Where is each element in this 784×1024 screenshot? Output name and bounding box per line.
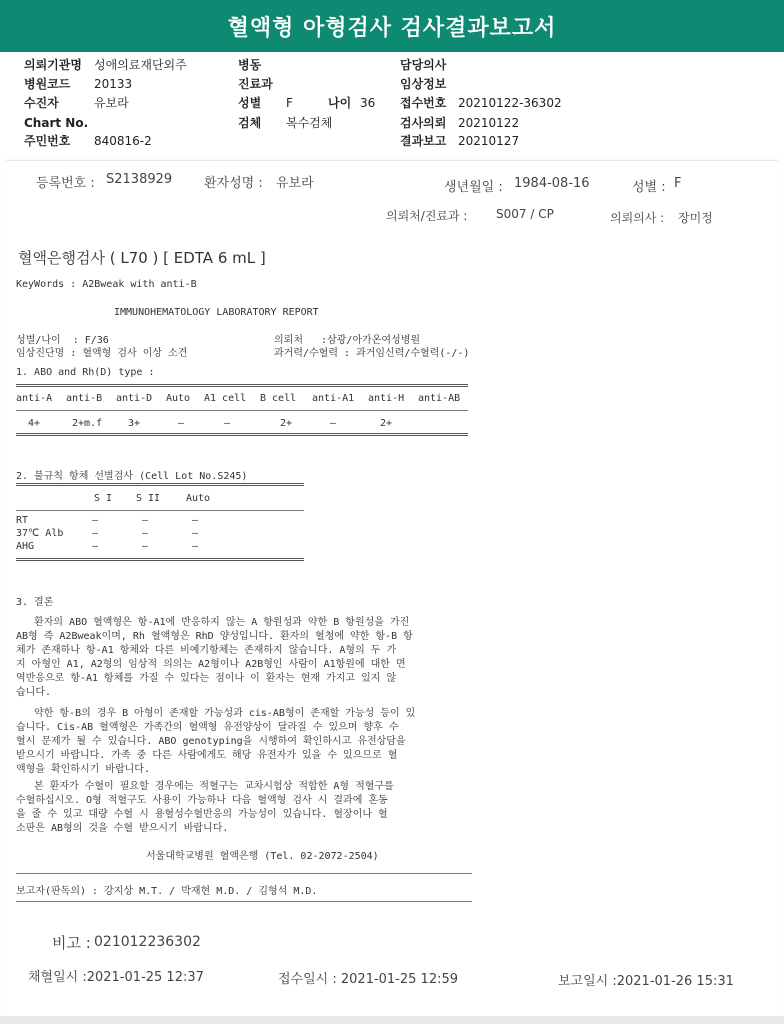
screen-cell: – (142, 515, 149, 526)
double-rule (16, 483, 304, 486)
header-row (238, 94, 388, 112)
screen-header: S I (94, 493, 113, 504)
header-value: 20210127 (458, 134, 520, 148)
report-time: 보고일시 :2021-01-26 15:31 (558, 974, 734, 989)
header-value: 유보라 (94, 96, 129, 110)
section-2-title: 2. 불규칙 항체 선별검사 (Cell Lot No.S245) (16, 471, 248, 482)
reporters: 보고자(판독의) : 강지상 M.T. / 박재현 M.D. / 김형석 M.D. (16, 886, 318, 897)
request-header (0, 52, 784, 162)
screen-cell: – (92, 515, 99, 526)
sex-value: F (674, 176, 682, 191)
abo-header: anti-AB (418, 393, 461, 404)
screen-cell: – (142, 541, 149, 552)
abo-header: Auto (166, 393, 191, 404)
reg-no-label: 등록번호 : (36, 176, 95, 191)
screen-cell: – (192, 528, 199, 539)
report-card (6, 160, 778, 1017)
screen-cell: – (142, 528, 149, 539)
report-title: 혈액형 아형검사 검사결과보고서 (227, 15, 557, 41)
keywords: KeyWords : A2Bweak with anti-B (16, 279, 197, 290)
header-value: 복수검체 (286, 116, 333, 130)
abo-value: 3+ (128, 418, 141, 429)
abo-value: – (330, 418, 337, 429)
screen-row-name: RT (16, 515, 29, 526)
abo-value: 2+m.f (72, 418, 103, 429)
collect-time: 채혈일시 :2021-01-25 12:37 (28, 970, 204, 985)
double-rule (16, 433, 468, 436)
sex-label: 성별 : (632, 180, 666, 195)
screen-header: Auto (186, 493, 211, 504)
abo-value: – (224, 418, 231, 429)
abo-value: 4+ (28, 418, 41, 429)
header-label: 결과보고 (400, 134, 447, 148)
double-rule (16, 384, 468, 387)
report-heading: IMMUNOHEMATOLOGY LABORATORY REPORT (114, 307, 319, 318)
header-label: 검체 (238, 116, 262, 130)
abo-header: anti-B (66, 393, 103, 404)
header-label: 접수번호 (400, 96, 447, 110)
abo-value: 2+ (280, 418, 293, 429)
header-value: 20210122 (458, 116, 520, 130)
header-label: 임상정보 (400, 77, 447, 91)
header-label: 성별 (238, 96, 262, 110)
requester-line: 의뢰처 :삼광/아가온여성병원 (274, 335, 421, 346)
age-value: 36 (360, 96, 376, 110)
header-value: F (286, 96, 293, 110)
screen-cell: – (92, 528, 99, 539)
header-label: 병원코드 (24, 77, 71, 91)
patient-name-value: 유보라 (276, 176, 314, 191)
header-label: Chart No. (24, 116, 89, 130)
abo-header: anti-A (16, 393, 53, 404)
header-value: 840816-2 (94, 134, 152, 148)
screen-cell: – (192, 515, 199, 526)
rule (16, 510, 304, 511)
doctor-label: 의뢰의사 : (610, 211, 665, 225)
screen-header: S II (136, 493, 161, 504)
receive-time: 접수일시 : 2021-01-25 12:59 (278, 972, 459, 987)
blood-bank-contact: 서울대학교병원 혈액은행 (Tel. 02-2072-2504) (146, 851, 379, 862)
header-value: 성애의료재단외주 (94, 58, 187, 72)
history-line: 과거력/수혈력 : 과거임신력/수혈력(-/-) (274, 348, 470, 359)
screen-row-name: AHG (16, 541, 35, 552)
header-value: 20133 (94, 77, 133, 91)
conclusion-paragraph: 약한 항-B의 경우 B 아형이 존재할 가능성과 cis-AB형이 존재할 가능성 등이 있 습니다. Cis-AB 혈액형은 가족간의 혈액형 유전양상이 달라질 수 있으며 향후 수 혈시 문제가 될 수 있습니다. ABO genotyping을 시행하여 확인하시고 유전상담을 받으시기 바랍니다. 가족 중 다른 사람에게도 해당 유전자가 있을 수 있으므로 혈 액형을 확인하시기 바랍니다. (16, 708, 416, 775)
header-label: 진료과 (238, 77, 273, 91)
abo-header: A1 cell (204, 393, 247, 404)
rule (16, 873, 472, 874)
section-1-title: 1. ABO and Rh(D) type : (16, 367, 155, 378)
header-label: 주민번호 (24, 134, 71, 148)
abo-header: B cell (260, 393, 297, 404)
header-label: 의뢰기관명 (24, 58, 82, 72)
screen-row-name: 37℃ Alb (16, 528, 64, 539)
abo-header: anti-A1 (312, 393, 355, 404)
reg-no-value: S2138929 (106, 172, 173, 187)
rule (16, 410, 468, 411)
header-label: 담당의사 (400, 58, 447, 72)
abo-value: – (178, 418, 185, 429)
rule (16, 901, 472, 902)
dept-value: S007 / CP (496, 207, 554, 221)
sex-age-line: 성별/나이 : F/36 (16, 335, 109, 346)
doctor-value: 장미정 (678, 211, 713, 225)
header-value: 20210122-36302 (458, 96, 562, 110)
note-label: 비고 : (52, 934, 91, 952)
header-label: 검사의뢰 (400, 116, 447, 130)
conclusion-paragraph: 환자의 ABO 혈액형은 항-A1에 반응하지 않는 A 항원성과 약한 B 항원성을 가진 AB형 즉 A2Bweak이며, Rh 혈액형은 RhD 양성입니다. 환자의 혈청에 약한 항-B 항 체가 존재하나 항-A1 항체와 다른 비예기항체는 존재하지 않습니다. A형의 두 가 지 아형인 A1, A2형의 임상적 의의는 A2형이나 A2B형인 사람이 A1항원에 대한 면 역반응으로 항-A1 항체를 가질 수 있다는 점이나 이 환자는 현재 가지고 있지 않 습니다. (16, 617, 413, 698)
age-label: 나이 (328, 96, 352, 110)
dob-value: 1984-08-16 (514, 176, 590, 191)
diagnosis-line: 임상진단명 : 혈액형 검사 이상 소견 (16, 348, 188, 359)
section-3-title: 3. 결론 (16, 597, 54, 608)
abo-value: 2+ (380, 418, 393, 429)
double-rule (16, 558, 304, 561)
dept-label: 의뢰처/진료과 : (386, 209, 468, 223)
page-bottom-edge (0, 1016, 784, 1024)
screen-cell: – (192, 541, 199, 552)
abo-header: anti-H (368, 393, 405, 404)
screen-cell: – (92, 541, 99, 552)
header-label: 병동 (238, 58, 262, 72)
header-label: 수진자 (24, 96, 59, 110)
patient-name-label: 환자성명 : (204, 176, 263, 191)
test-title: 혈액은행검사 ( L70 ) [ EDTA 6 mL ] (18, 249, 266, 267)
dob-label: 생년월일 : (444, 180, 503, 195)
conclusion-paragraph: 본 환자가 수혈이 필요할 경우에는 적혈구는 교차시험상 적합한 A형 적혈구를 수혈하십시오. O형 적혈구도 사용이 가능하나 다음 혈액형 검사 시 결과에 혼동 을 줄 수 있고 대량 수혈 시 용혈성수혈반응의 가능성이 있습니다. 혈장이나 혈 소판은 AB형의 것을 수혈 받으시기 바랍니다. (16, 781, 394, 834)
report-title-bar (0, 0, 784, 52)
note-value: 021012236302 (94, 934, 201, 950)
abo-header: anti-D (116, 393, 153, 404)
